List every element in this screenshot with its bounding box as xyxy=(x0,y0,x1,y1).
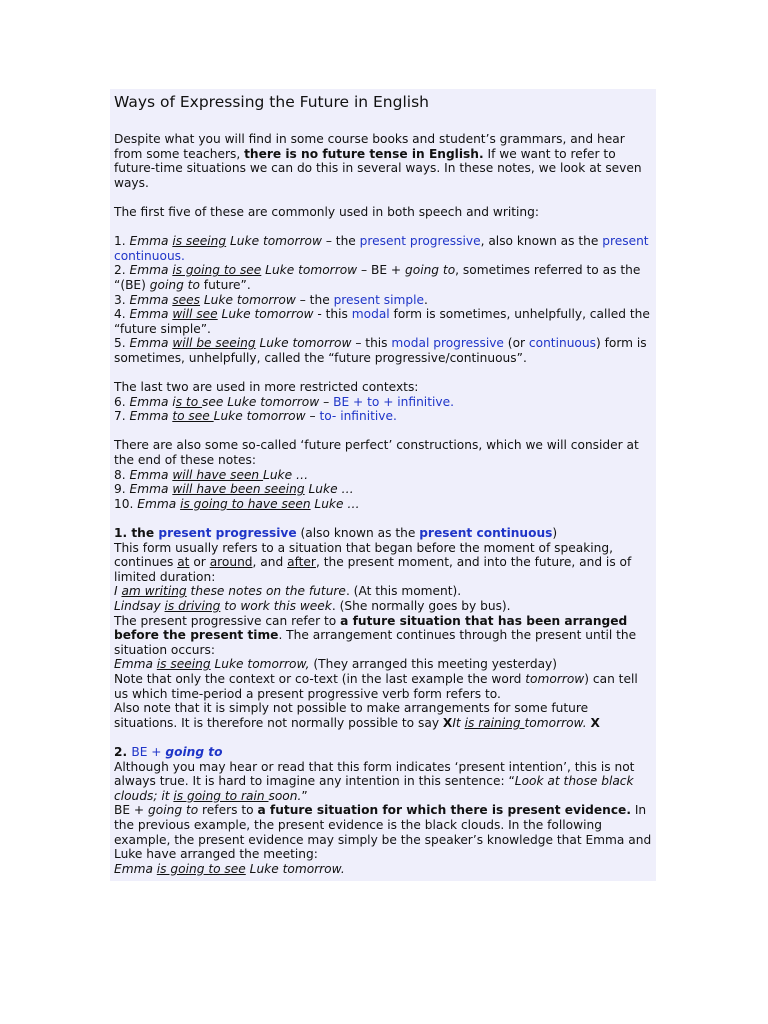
item-dash: – BE + xyxy=(357,263,405,278)
text: Although you may hear or read that this form indicates ‘present intention’, this is not always true. It is hard to imagine any intention in this sentence: “ xyxy=(114,759,635,789)
item-subject: Emma xyxy=(129,482,173,497)
text-after: after xyxy=(287,555,316,570)
wrong-mark: X xyxy=(590,715,600,730)
heading-number: 1. the xyxy=(114,526,159,541)
item-rest: Luke … xyxy=(310,496,360,511)
example-note: . (At this moment). xyxy=(345,584,462,599)
term-modal[interactable]: modal xyxy=(351,307,390,322)
list-item-10 xyxy=(114,497,652,512)
heading-term-present-continuous[interactable]: present continuous xyxy=(419,526,553,541)
example-2 xyxy=(114,599,652,614)
item-subject: Emma xyxy=(129,336,173,351)
intro-bold: there is no future tense in English. xyxy=(244,146,484,161)
example-4 xyxy=(114,862,652,877)
heading-term-present-progressive[interactable]: present progressive xyxy=(158,526,297,541)
item-verb: is going to see xyxy=(172,263,262,278)
term-present-progressive[interactable]: present progressive xyxy=(359,234,481,249)
text-italic: tomorrow xyxy=(525,671,585,686)
item-end: . xyxy=(181,248,185,263)
text: This form usually refers to a situation that began before the moment of speaking, continues xyxy=(114,540,613,570)
term-continuous[interactable]: continuous xyxy=(528,336,596,351)
example-3 xyxy=(114,657,652,672)
example-verb: is seeing xyxy=(156,657,211,672)
item-number: 7. xyxy=(114,409,130,424)
item-end: . xyxy=(450,394,454,409)
item-rest: Luke … xyxy=(304,482,354,497)
section-1-heading xyxy=(114,526,652,541)
section-1-paragraph-3 xyxy=(114,672,652,701)
list-item-1 xyxy=(114,234,652,263)
text: , and xyxy=(252,555,288,570)
item-verb: will have seen xyxy=(172,467,264,482)
list-item-8 xyxy=(114,468,652,483)
term-to-infinitive[interactable]: to- infinitive xyxy=(319,409,393,424)
example-rest: these notes on the future xyxy=(186,584,346,599)
text: Note that only the context or co-text (in the last example the word xyxy=(114,671,526,686)
text: ) can tell us which time-period a present progressive verb form refers to. xyxy=(114,671,638,701)
heading-mid: (also known as the xyxy=(296,526,420,541)
list-item-3 xyxy=(114,293,652,308)
example-verb: is going to see xyxy=(156,861,246,876)
item-end: ) form is sometimes, unhelpfully, called the “future progressive/continuous”. xyxy=(114,336,647,365)
term-modal-progressive[interactable]: modal progressive xyxy=(391,336,504,351)
list-item-7 xyxy=(114,409,652,424)
example-note: . (She normally goes by bus). xyxy=(331,599,511,613)
list-item-2 xyxy=(114,263,652,292)
example-1 xyxy=(114,584,652,599)
item-mid: , sometimes referred to as the “(BE) xyxy=(114,263,641,292)
text-at: at xyxy=(177,555,190,570)
item-subject: Emma xyxy=(129,307,173,322)
text-bold: a future situation for which there is present evidence. xyxy=(257,803,631,818)
item-subject: Emma xyxy=(129,234,173,249)
item-going-to: going to xyxy=(405,263,456,278)
item-end: . xyxy=(424,292,428,307)
text: In the previous example, the present evidence is the black clouds. In the following example, the present evidence may simply be the speaker’s knowledge that Emma and Luke have arranged the meeting: xyxy=(114,803,652,862)
item-verb: is going to have seen xyxy=(180,496,311,511)
heading-term-going-to[interactable]: going to xyxy=(165,744,223,759)
text: , the present moment, and into the future, and is of limited duration: xyxy=(114,555,632,584)
item-verb: to see xyxy=(172,409,214,424)
item-dash: – xyxy=(319,394,334,409)
section-1-paragraph-4 xyxy=(114,701,652,730)
item-mid: (or xyxy=(503,336,529,351)
document-page xyxy=(110,89,656,881)
heading-number: 2. xyxy=(114,744,132,759)
item-end: future”. xyxy=(199,277,251,292)
text-italic: going to xyxy=(148,803,199,818)
list-item-9 xyxy=(114,482,652,497)
example-rest: to work this week xyxy=(220,599,332,613)
item-number: 10. xyxy=(114,496,138,511)
example-rest: Luke tomorrow. xyxy=(245,861,345,876)
example-verb: is raining xyxy=(464,715,525,730)
text: ” xyxy=(301,788,308,803)
text-italic: It xyxy=(452,715,465,730)
heading-term-be[interactable]: BE + xyxy=(131,744,166,759)
item-dash: – the xyxy=(321,234,360,249)
item-rest: Luke tomorrow xyxy=(261,263,358,278)
item-subject: Emma xyxy=(129,263,173,278)
intro-paragraph xyxy=(114,132,652,190)
item-rest: Luke … xyxy=(263,467,309,482)
item-number: 6. xyxy=(114,394,130,409)
item-number: 5. xyxy=(114,336,130,351)
item-dash: - this xyxy=(313,307,352,322)
example-subject: Emma xyxy=(114,657,157,672)
item-end: . xyxy=(392,409,397,424)
example-subject: Lindsay xyxy=(114,599,165,613)
item-verb: sees xyxy=(172,292,201,307)
list-item-6 xyxy=(114,395,652,410)
item-verb: will have been seeing xyxy=(172,482,305,497)
section-2-heading xyxy=(114,745,652,760)
item-end: form is sometimes, unhelpfully, called the “future simple”. xyxy=(114,307,650,336)
page-title: Ways of Expressing the Future in English xyxy=(114,93,429,111)
text: BE + xyxy=(114,803,149,818)
text-italic: tomorrow. xyxy=(524,715,591,730)
item-rest: Luke tomorrow xyxy=(255,336,352,351)
item-mid: , also known as the xyxy=(480,234,603,249)
wrong-mark: X xyxy=(442,715,453,730)
section-1-paragraph-1 xyxy=(114,541,652,585)
term-present-simple[interactable]: present simple xyxy=(333,292,424,307)
intro-text: Despite what you will find in some course books and student’s grammars, and hear from some teachers, xyxy=(114,132,625,161)
item-number: 9. xyxy=(114,482,130,497)
item-dash: – the xyxy=(295,292,334,307)
example-rest: Luke tomorrow, xyxy=(210,657,310,672)
item-rest: Luke tomorrow xyxy=(200,292,296,307)
item-rest: Luke tomorrow xyxy=(213,409,306,424)
example-subject: Emma xyxy=(114,861,157,876)
list-item-5 xyxy=(114,336,652,365)
item-verb: will see xyxy=(172,307,218,322)
text-italic: Look at those black clouds; it xyxy=(114,774,634,803)
section-2-paragraph-1 xyxy=(114,760,652,804)
item-verb: s to xyxy=(175,394,203,409)
item-subject: Emma xyxy=(137,496,181,511)
item-verb: will be seeing xyxy=(172,336,256,351)
text-italic: soon. xyxy=(268,788,302,803)
term-be-to-infinitive[interactable]: BE + to + infinitive xyxy=(333,394,451,409)
example-verb: is driving xyxy=(164,599,221,613)
text-bold: a future situation that has been arranged before the present time xyxy=(114,613,628,643)
item-dash: – xyxy=(305,409,320,424)
item-subject: Emma xyxy=(129,409,173,424)
example-note: (They arranged this meeting yesterday) xyxy=(309,657,558,672)
first-five-paragraph: The first five of these are commonly used in both speech and writing: xyxy=(114,204,539,219)
list-item-4 xyxy=(114,307,652,336)
item-number: 1. xyxy=(114,234,130,249)
text: refers to xyxy=(198,803,258,818)
item-rest: see Luke tomorrow xyxy=(202,394,320,409)
term-present-continuous[interactable]: present continuous xyxy=(114,234,649,263)
item-verb: is seeing xyxy=(172,234,227,249)
text: or xyxy=(189,555,210,570)
text-around: around xyxy=(209,555,253,570)
item-subject: Emma xyxy=(129,292,173,307)
item-number: 3. xyxy=(114,292,130,307)
heading-end: ) xyxy=(552,526,558,541)
item-dash: – this xyxy=(351,336,392,351)
text: Also note that it is simply not possible to make arrangements for some future situations. It is therefore not normally possible to say xyxy=(114,701,589,730)
item-going-to-2: going to xyxy=(149,277,200,292)
item-number: 4. xyxy=(114,307,130,322)
item-subject: Emma xyxy=(129,467,173,482)
perfect-paragraph: There are also some so-called ‘future perfect’ constructions, which we will consider at the end of these notes: xyxy=(114,438,639,468)
last-two-paragraph: The last two are used in more restricted contexts: xyxy=(114,380,419,395)
text: . The arrangement continues through the present until the situation occurs: xyxy=(114,628,637,657)
example-subject: I xyxy=(114,584,122,599)
item-rest: Luke tomorrow xyxy=(226,234,322,249)
section-1-paragraph-2 xyxy=(114,614,652,658)
item-rest: Luke tomorrow xyxy=(217,307,314,322)
text: The present progressive can refer to xyxy=(114,613,341,628)
intro-text-2: If we want to refer to future-time situations we can do this in several ways. In these notes, we look at seven ways. xyxy=(114,146,642,190)
section-2-paragraph-2 xyxy=(114,803,652,861)
item-number: 8. xyxy=(114,467,130,482)
example-verb: am writing xyxy=(121,584,187,599)
item-number: 2. xyxy=(114,263,130,278)
item-subject: Emma i xyxy=(129,394,176,409)
example-verb: is going to rain xyxy=(173,788,269,803)
